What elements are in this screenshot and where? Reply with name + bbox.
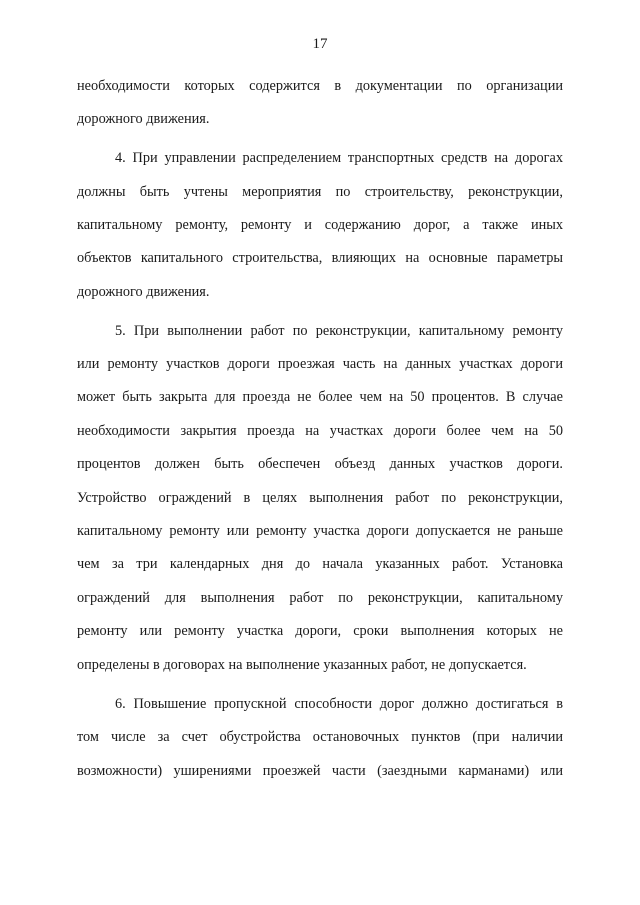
text-line: должны быть учтены мероприятия по строительству, реконструкции, — [77, 184, 563, 200]
text-line: чем за три календарных дня до начала указанных работ. Установка — [77, 556, 563, 572]
text-line: ограждений для выполнения работ по реконструкции, капитальному — [77, 590, 563, 606]
text-line: процентов должен быть обеспечен объезд данных участков дороги. — [77, 456, 563, 472]
text-line: дорожного движения. — [77, 284, 210, 300]
text-line: 4. При управлении распределением транспортных средств на дорогах — [115, 150, 563, 166]
text-line: или ремонту участков дороги проезжая часть на данных участках дороги — [77, 356, 563, 372]
text-line: дорожного движения. — [77, 111, 210, 127]
text-line: необходимости которых содержится в документации по организации — [77, 78, 563, 94]
text-line: определены в договорах на выполнение указанных работ, не допускается. — [77, 657, 527, 673]
text-line: возможности) уширениями проезжей части (заездными карманами) или — [77, 763, 563, 779]
text-line: может быть закрыта для проезда не более чем на 50 процентов. В случае — [77, 389, 563, 405]
text-line: ремонту или ремонту участка дороги, сроки выполнения которых не — [77, 623, 563, 639]
text-line: капитальному ремонту или ремонту участка дороги допускается не раньше — [77, 523, 563, 539]
text-line: капитальному ремонту, ремонту и содержанию дорог, а также иных — [77, 217, 563, 233]
text-line: том числе за счет обустройства остановочных пунктов (при наличии — [77, 729, 563, 745]
text-line: объектов капитального строительства, влияющих на основные параметры — [77, 250, 563, 266]
text-line: Устройство ограждений в целях выполнения работ по реконструкции, — [77, 490, 563, 506]
text-line: 5. При выполнении работ по реконструкции, капитальному ремонту — [115, 323, 563, 339]
text-line: 6. Повышение пропускной способности дорог должно достигаться в — [115, 696, 563, 712]
text-line: необходимости закрытия проезда на участках дороги более чем на 50 — [77, 423, 563, 439]
page-number: 17 — [312, 36, 328, 52]
